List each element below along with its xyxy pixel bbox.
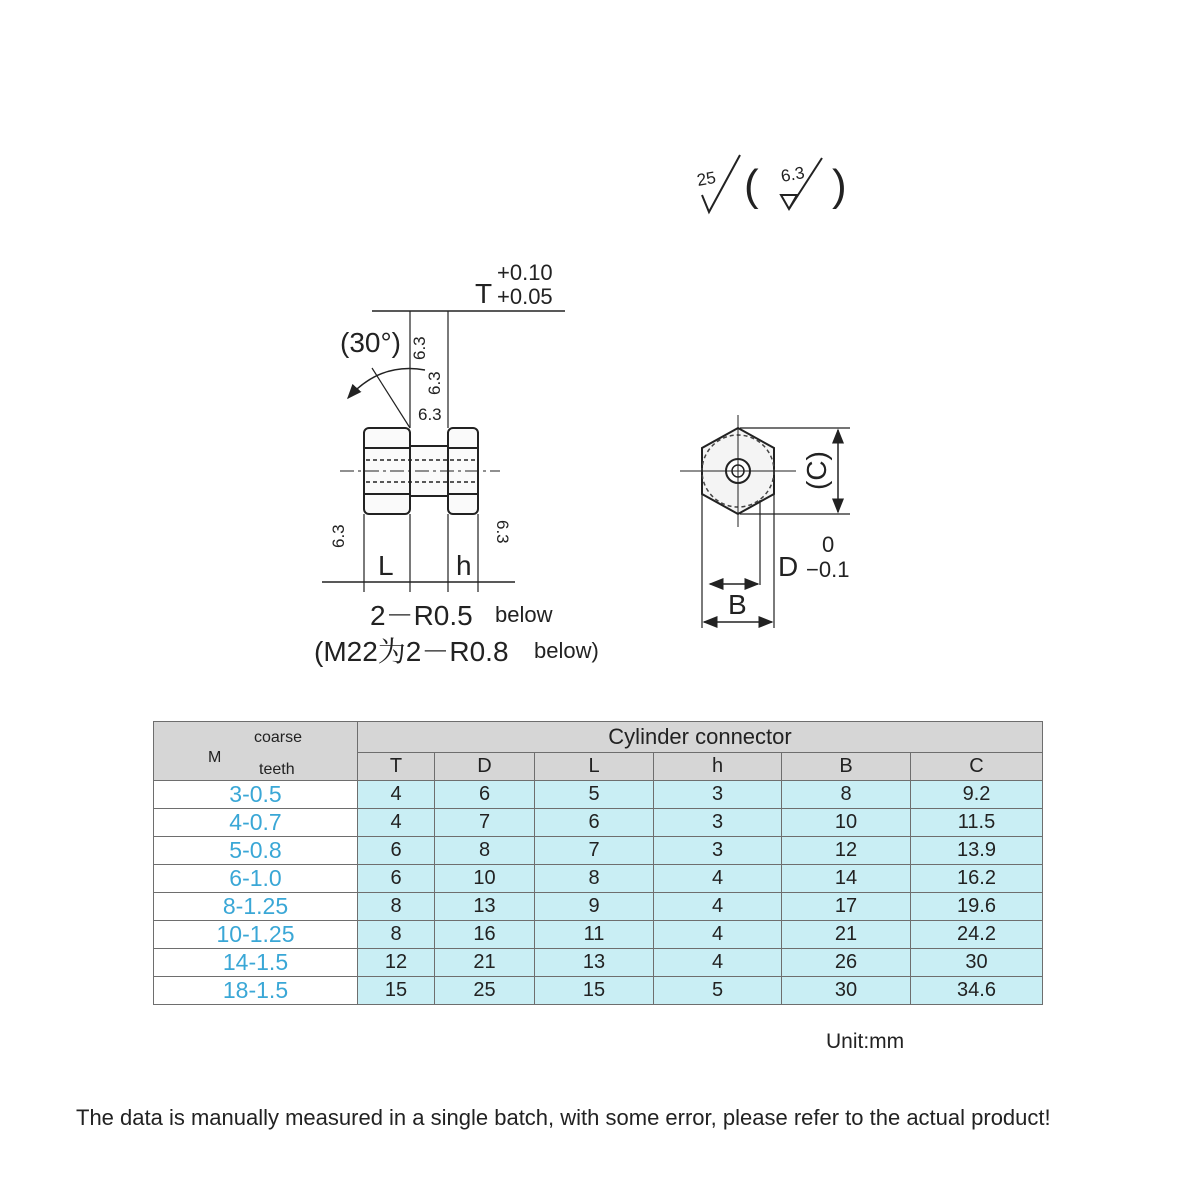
col-header-D: D: [435, 753, 535, 781]
table-row: [154, 949, 1043, 977]
paren-open: (: [744, 161, 759, 210]
m-size-cell: 10-1.25: [154, 921, 358, 949]
m-size-cell: 4-0.7: [154, 809, 358, 837]
value-cell: 8: [435, 837, 535, 865]
value-cell: 8: [782, 781, 911, 809]
value-cell: 3: [654, 809, 782, 837]
value-cell: 6: [435, 781, 535, 809]
unit-label: Unit:mm: [826, 1030, 905, 1053]
value-cell: 3: [654, 781, 782, 809]
angle-label: (30°): [340, 327, 401, 358]
dim-C: (C): [801, 451, 832, 490]
m-size-cell: 3-0.5: [154, 781, 358, 809]
col-header-T: T: [358, 753, 435, 781]
radius-note-m22-suffix: below): [534, 638, 599, 663]
value-cell: 12: [782, 837, 911, 865]
value-cell: 7: [535, 837, 654, 865]
value-cell: 8: [358, 921, 435, 949]
radius-note-main: 2－R0.5: [370, 600, 473, 631]
m-header-coarse: coarse: [254, 728, 303, 746]
value-cell: 21: [435, 949, 535, 977]
table-row: [154, 809, 1043, 837]
table-row: [154, 865, 1043, 893]
value-cell: 15: [358, 977, 435, 1005]
roughness-main-value: 25: [695, 167, 718, 190]
value-cell: 4: [654, 949, 782, 977]
value-cell: 3: [654, 837, 782, 865]
m-size-cell: 14-1.5: [154, 949, 358, 977]
table-row: [154, 977, 1043, 1005]
value-cell: 15: [535, 977, 654, 1005]
value-cell: 6: [358, 865, 435, 893]
value-cell: 26: [782, 949, 911, 977]
col-header-h: h: [654, 753, 782, 781]
tolerance-upper: +0.10: [497, 260, 553, 285]
m-header-m: M: [208, 748, 222, 766]
dim-D-lower: −0.1: [806, 557, 850, 582]
value-cell: 4: [358, 781, 435, 809]
value-cell: 4: [654, 893, 782, 921]
value-cell: 12: [358, 949, 435, 977]
value-cell: 10: [435, 865, 535, 893]
value-cell: 10: [782, 809, 911, 837]
value-cell: 4: [654, 921, 782, 949]
surface-mark-5: 6.3: [493, 520, 512, 544]
value-cell: 13: [535, 949, 654, 977]
value-cell: 8: [358, 893, 435, 921]
value-cell: 30: [782, 977, 911, 1005]
spec-table: [153, 721, 1043, 1005]
dim-h: h: [456, 550, 472, 581]
surface-mark-2: 6.3: [425, 371, 444, 395]
connector-end-view: [680, 415, 850, 628]
value-cell: 21: [782, 921, 911, 949]
value-cell: 14: [782, 865, 911, 893]
surface-mark-3: 6.3: [418, 405, 442, 424]
dim-L: L: [378, 550, 394, 581]
value-cell: 25: [435, 977, 535, 1005]
roughness-paren-value: 6.3: [779, 163, 806, 186]
col-header-B: B: [782, 753, 911, 781]
value-cell: 4: [358, 809, 435, 837]
value-cell: 13: [435, 893, 535, 921]
col-header-C: C: [911, 753, 1043, 781]
dim-D: D: [778, 551, 799, 582]
value-cell: 34.6: [911, 977, 1043, 1005]
value-cell: 9: [535, 893, 654, 921]
m-size-cell: 6-1.0: [154, 865, 358, 893]
radius-note-m22: (M22为2－R0.8: [314, 636, 509, 667]
roughness-symbol: [695, 155, 846, 212]
paren-close: ): [832, 161, 847, 210]
col-header-L: L: [535, 753, 654, 781]
table-row: [154, 921, 1043, 949]
disclaimer-note: The data is manually measured in a single batch, with some error, please refer to the actual product!: [76, 1105, 1051, 1130]
tolerance-name: T: [475, 278, 493, 309]
value-cell: 11.5: [911, 809, 1043, 837]
radius-note-suffix: below: [495, 602, 553, 627]
dim-B: B: [728, 589, 747, 620]
value-cell: 5: [654, 977, 782, 1005]
value-cell: 17: [782, 893, 911, 921]
value-cell: 9.2: [911, 781, 1043, 809]
table-row: [154, 837, 1043, 865]
m-header-cell: [154, 722, 358, 781]
value-cell: 11: [535, 921, 654, 949]
dim-D-upper: 0: [822, 532, 835, 557]
tolerance-lower: +0.05: [497, 284, 553, 309]
table-title: Cylinder connector: [358, 722, 1043, 753]
value-cell: 5: [535, 781, 654, 809]
value-cell: 6: [358, 837, 435, 865]
m-size-cell: 5-0.8: [154, 837, 358, 865]
value-cell: 30: [911, 949, 1043, 977]
connector-side-view: [340, 428, 500, 514]
value-cell: 4: [654, 865, 782, 893]
value-cell: 16: [435, 921, 535, 949]
value-cell: 19.6: [911, 893, 1043, 921]
surface-mark-4: 6.3: [329, 524, 348, 548]
value-cell: 24.2: [911, 921, 1043, 949]
value-cell: 8: [535, 865, 654, 893]
table-row: [154, 893, 1043, 921]
value-cell: 7: [435, 809, 535, 837]
m-header-teeth: teeth: [259, 760, 295, 778]
m-size-cell: 8-1.25: [154, 893, 358, 921]
m-size-cell: 18-1.5: [154, 977, 358, 1005]
table-row: [154, 781, 1043, 809]
value-cell: 16.2: [911, 865, 1043, 893]
value-cell: 13.9: [911, 837, 1043, 865]
value-cell: 6: [535, 809, 654, 837]
surface-mark-1: 6.3: [410, 336, 429, 360]
